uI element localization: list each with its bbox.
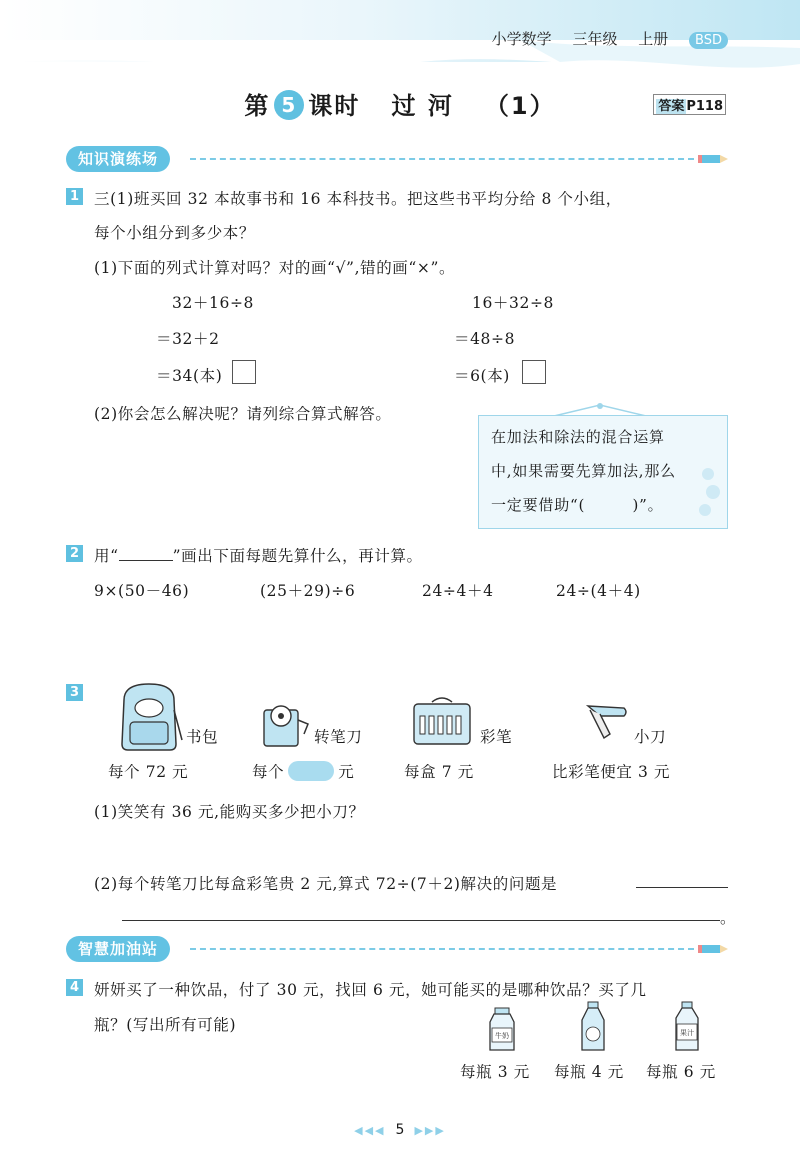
pencil-icon [698, 943, 728, 955]
calc-left-line1: 32＋16÷8 [172, 294, 254, 312]
section-divider [190, 158, 694, 160]
question-number: 1 [66, 188, 83, 205]
backpack-icon [114, 680, 184, 752]
answer-page: P118 [686, 99, 723, 114]
q1-text-line1: 三(1)班买回 32 本故事书和 16 本科技书。把这些书平均分给 8 个小组， [94, 190, 622, 208]
subject-label: 小学数学 [491, 30, 552, 48]
question-number: 4 [66, 979, 83, 996]
left-arrows-icon: ◀◀◀ [354, 1124, 386, 1137]
section-header-challenge [66, 936, 730, 962]
lesson-number-badge: 5 [274, 90, 304, 120]
pencil-icon [698, 153, 728, 165]
item-price-backpack: 每个 72 元 [108, 763, 189, 781]
check-box-right[interactable] [522, 360, 546, 384]
drink-bottle-icon [672, 1000, 702, 1054]
check-box-left[interactable] [232, 360, 256, 384]
question-number: 3 [66, 684, 83, 701]
hidden-price-blob [288, 761, 334, 781]
answer-reference [653, 94, 726, 115]
item-price-knife: 比彩笔便宜 3 元 [552, 763, 671, 781]
q1-text-line2: 每个小组分到多少本？ [94, 224, 256, 242]
drink-price-1: 每瓶 3 元 [460, 1063, 530, 1081]
calc-right-line2: ＝48÷8 [454, 330, 516, 348]
sharpener-price-unit: 元 [338, 763, 355, 781]
hint-card [478, 415, 728, 529]
question-number: 2 [66, 545, 83, 562]
calc-left-line3: ＝34(本) [156, 367, 223, 385]
title-topic: 过 河 [391, 92, 454, 120]
q4-text-line1: 妍妍买了一种饮品，付了 30 元，找回 6 元，她可能买的是哪种饮品？买了几 [94, 981, 647, 999]
item-price-sharpener [252, 760, 354, 782]
title-prefix: 第 [244, 92, 271, 120]
q2-expr-4: 24÷(4＋4) [556, 582, 641, 600]
milk-bottle-icon [486, 1006, 518, 1054]
hint-line1: 在加法和除法的混合运算 [491, 428, 665, 446]
knife-icon [584, 702, 630, 742]
answer-label: 答案 [658, 99, 685, 114]
volume-label: 上册 [638, 30, 669, 48]
grade-label: 三年级 [572, 30, 618, 48]
q2-expr-1: 9×(50－46) [94, 582, 190, 600]
q3-sub1: (1)笑笑有 36 元,能购买多少把小刀？ [94, 803, 365, 821]
drink-bottle-label: 果汁 [680, 1029, 694, 1037]
hint-line2: 中,如果需要先算加法,那么 [491, 462, 676, 480]
header-meta [476, 28, 728, 49]
q3-sub2: (2)每个转笔刀比每盒彩笔贵 2 元,算式 72÷(7＋2)解决的问题是 [94, 875, 558, 893]
section-header-practice [66, 146, 730, 172]
sharpener-price-prefix: 每个 [252, 763, 285, 781]
milk-bottle-label: 牛奶 [495, 1032, 509, 1040]
calc-right-line1: 16＋32÷8 [472, 294, 554, 312]
juice-bottle-icon [578, 1000, 608, 1054]
section-label: 智慧加油站 [66, 936, 170, 962]
page-number: 5 [395, 1122, 405, 1138]
hint-line3: 一定要借助“( )”。 [491, 496, 664, 514]
q2-prompt [94, 544, 423, 566]
q1-sub1: (1)下面的列式计算对吗？对的画“√”,错的画“×”。 [94, 259, 456, 277]
q4-text-line2: 瓶？(写出所有可能) [94, 1016, 237, 1034]
q2-expr-3: 24÷4＋4 [422, 582, 494, 600]
title-part: （1） [484, 92, 556, 120]
pencil-sharpener-icon [258, 694, 310, 750]
right-arrows-icon: ▶▶▶ [414, 1124, 446, 1137]
snowflake-decoration-icon [693, 462, 723, 522]
item-name-sharpener: 转笔刀 [314, 728, 363, 746]
item-price-color-pens: 每盒 7 元 [404, 763, 474, 781]
q2-expr-2: (25＋29)÷6 [260, 582, 356, 600]
answer-line-full[interactable] [122, 920, 720, 921]
q2-prompt-part2: ”画出下面每题先算什么，再计算。 [172, 547, 423, 565]
answer-line-inline[interactable] [636, 887, 728, 888]
drink-price-2: 每瓶 4 元 [554, 1063, 624, 1081]
q2-prompt-part1: 用“ [94, 547, 119, 565]
drink-price-3: 每瓶 6 元 [646, 1063, 716, 1081]
edition-badge: BSD [689, 32, 728, 49]
calc-left-line2: ＝32＋2 [156, 330, 220, 348]
q1-sub2: (2)你会怎么解决呢？请列综合算式解答。 [94, 405, 392, 423]
page-footer [0, 1122, 800, 1138]
color-pen-box-icon [410, 694, 474, 748]
item-name-color-pens: 彩笔 [480, 728, 513, 746]
section-label: 知识演练场 [66, 146, 170, 172]
q3-end-mark: 。 [720, 909, 737, 927]
item-name-backpack: 书包 [186, 728, 219, 746]
section-divider [190, 948, 694, 950]
title-suffix: 课时 [308, 92, 361, 120]
underline-sample [119, 546, 173, 561]
item-name-knife: 小刀 [634, 728, 667, 746]
calc-right-line3: ＝6(本) [454, 367, 510, 385]
